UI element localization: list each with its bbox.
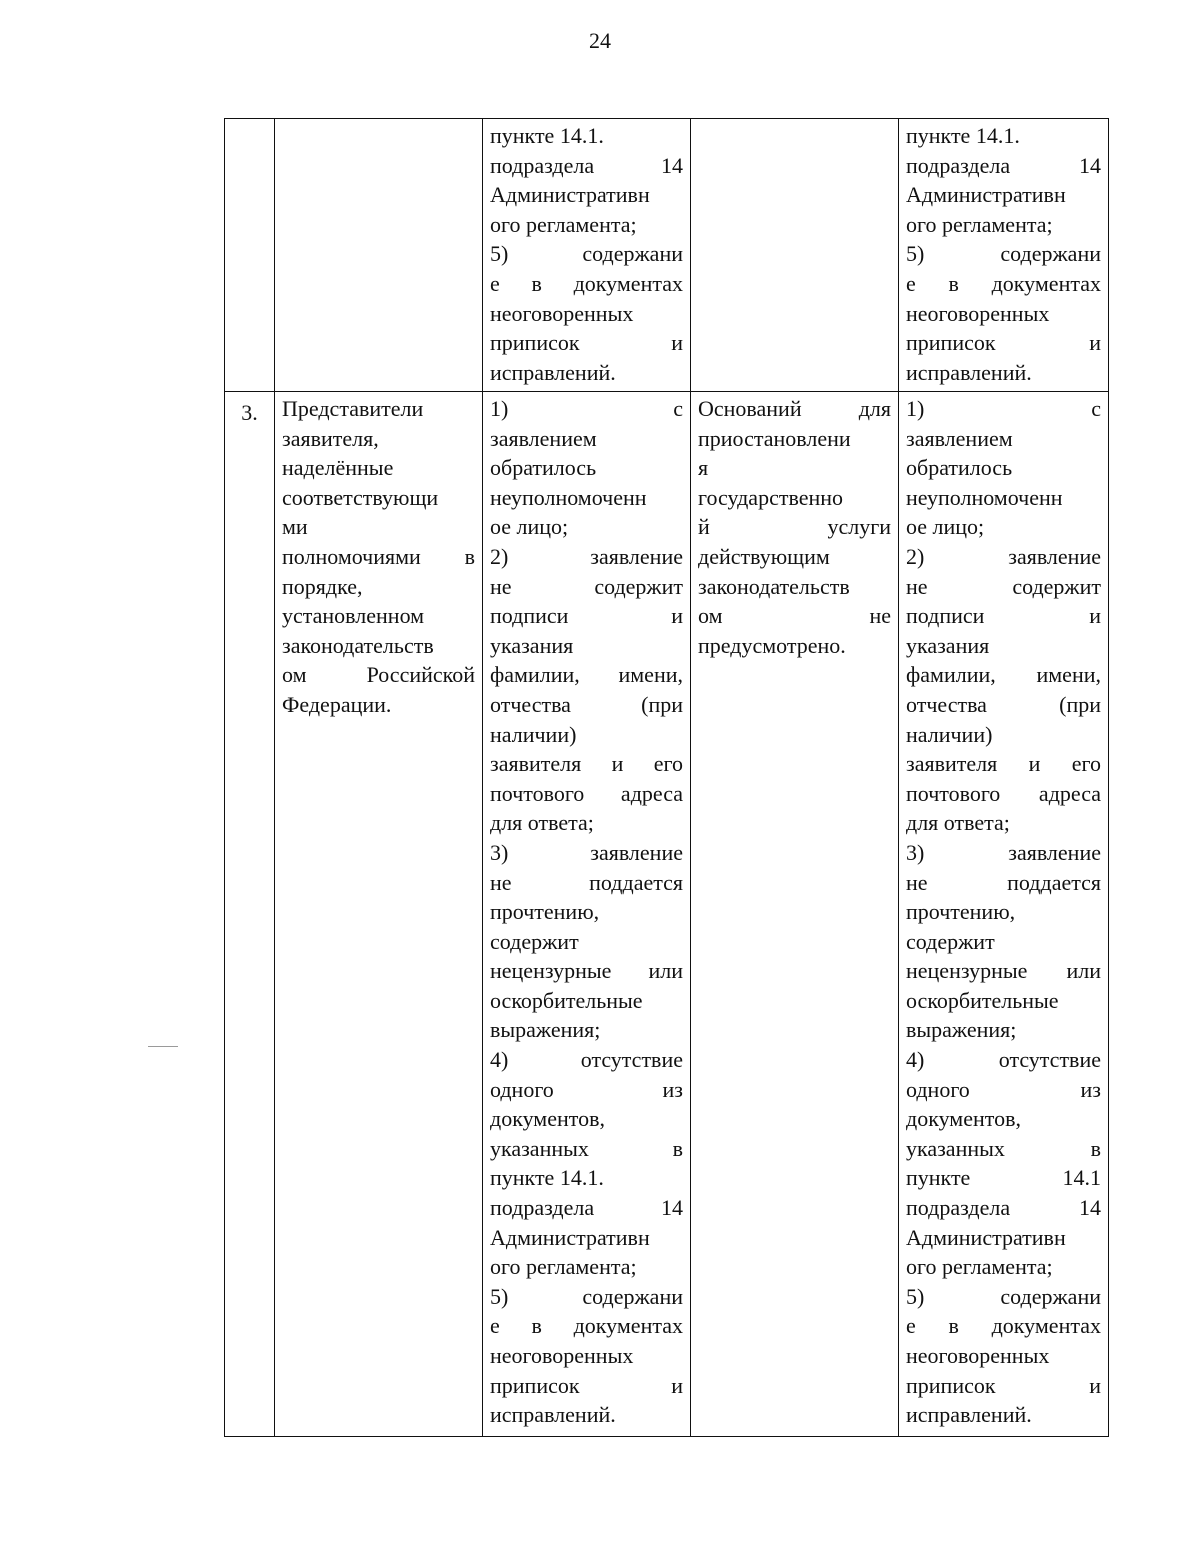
cell-text-line: пункте 14.1. — [490, 123, 604, 148]
cell-text-line: ом не — [698, 603, 891, 629]
cell-text-line: указания — [906, 632, 990, 658]
applicant-cell — [275, 392, 483, 1437]
cell-text-line: неоговоренных — [490, 1343, 634, 1368]
cell-text-line: для ответа; — [490, 810, 594, 836]
cell-text-line: порядке, — [282, 573, 363, 599]
cell-text-line: полномочиями в — [282, 543, 475, 569]
cell-text-line: почтового адреса — [906, 780, 1101, 806]
cell-text-line: е в документах — [490, 1313, 683, 1339]
cell-text-line: подписи и — [490, 603, 683, 629]
cell-text-line: 1) с — [906, 396, 1101, 421]
cell-text-line: приписок и — [490, 1372, 683, 1398]
table-row — [225, 119, 1109, 392]
cell-text-line: 5) содержани — [490, 1283, 683, 1309]
cell-text-line: неоговоренных — [906, 300, 1050, 326]
page-number: 24 — [589, 28, 611, 53]
refusal-reasons-cell — [483, 119, 691, 392]
denial-reasons-cell — [899, 392, 1109, 1437]
cell-text-line: содержит — [906, 928, 995, 954]
cell-text-line: неуполномоченн — [490, 484, 647, 510]
cell-text-line: нецензурные или — [906, 958, 1101, 984]
cell-text-line: наделённые — [282, 455, 394, 481]
scan-artifact-line — [148, 1046, 178, 1047]
cell-text-line: ого регламента; — [490, 1254, 637, 1280]
cell-text-line: наличии) — [906, 721, 993, 747]
cell-text-line: ое лицо; — [906, 514, 985, 540]
cell-text-line: действующим — [698, 543, 830, 569]
cell-text-line: обратилось — [490, 455, 597, 481]
cell-text-line: пункте 14.1. — [490, 1165, 604, 1191]
cell-text-line: 5) содержани — [906, 241, 1101, 267]
cell-text-line: государственно — [698, 484, 844, 510]
cell-text-line: 5) содержани — [490, 241, 683, 267]
cell-text-line: ое лицо; — [490, 514, 569, 540]
cell-text-line: исправлений. — [490, 1402, 616, 1428]
cell-text-line: для ответа; — [906, 810, 1010, 836]
cell-text-line: я — [698, 455, 709, 481]
cell-text-line: заявителя, — [282, 425, 379, 451]
suspension-cell — [691, 119, 899, 392]
cell-text-line: подраздела 14 — [490, 152, 683, 178]
cell-text-line: не поддается — [490, 869, 683, 895]
cell-text-line: 2) заявление — [490, 543, 683, 569]
cell-text-line: не поддается — [906, 869, 1101, 895]
cell-text-line: не содержит — [906, 573, 1101, 599]
suspension-cell — [691, 392, 899, 1437]
cell-text-line: ого регламента; — [906, 211, 1053, 237]
cell-text-line: не содержит — [490, 573, 683, 599]
cell-text-line: прочтению, — [490, 899, 600, 925]
cell-text-line: пункте 14.1 — [906, 1165, 1101, 1191]
cell-text-line: подписи и — [906, 603, 1101, 629]
cell-text-line: указанных в — [490, 1135, 683, 1161]
cell-text-line: Представители — [282, 396, 424, 421]
cell-text-line: е в документах — [906, 270, 1101, 296]
cell-text-line: 3) заявление — [906, 839, 1101, 865]
cell-text-line: Административн — [490, 182, 650, 208]
cell-text-line: заявлением — [490, 425, 597, 451]
cell-text-line: законодательств — [282, 632, 434, 658]
cell-text-line: 2) заявление — [906, 543, 1101, 569]
cell-text-line: неуполномоченн — [906, 484, 1063, 510]
cell-text-line: неоговоренных — [906, 1343, 1050, 1368]
cell-text-line: заявлением — [906, 425, 1013, 451]
cell-text-line: Административн — [906, 182, 1066, 208]
cell-text-line: исправлений. — [906, 359, 1032, 385]
cell-text-line: наличии) — [490, 721, 577, 747]
cell-text-line: фамилии, имени, — [490, 662, 683, 688]
cell-text-line: обратилось — [906, 455, 1013, 481]
cell-text-line: подраздела 14 — [906, 1195, 1101, 1221]
cell-text-line: неоговоренных — [490, 300, 634, 326]
cell-text-line: приписок и — [906, 1372, 1101, 1398]
table-row — [225, 392, 1109, 1437]
cell-text-line: ого регламента; — [906, 1254, 1053, 1280]
cell-text-line: отчества (при — [490, 691, 683, 717]
cell-text-line: Федерации. — [282, 691, 392, 717]
cell-text-line: установленном — [282, 603, 425, 629]
cell-text-line: документов, — [906, 1106, 1021, 1132]
denial-reasons-cell — [899, 119, 1109, 392]
cell-text-line: выражения; — [906, 1017, 1017, 1043]
cell-text-line: ом Российской — [282, 662, 475, 688]
cell-text-line: Административн — [490, 1224, 650, 1250]
cell-text-line: предусмотрено. — [698, 632, 846, 658]
cell-text-line: выражения; — [490, 1017, 601, 1043]
cell-text-line: приписок и — [906, 330, 1101, 356]
services-table — [224, 118, 1109, 1437]
row-number-cell: 3. — [225, 392, 275, 1437]
applicant-cell — [275, 119, 483, 392]
cell-text-line: заявителя и его — [490, 751, 683, 777]
cell-text-line: подраздела 14 — [906, 152, 1101, 178]
cell-text-line: исправлений. — [490, 359, 616, 385]
row-number-cell — [225, 119, 275, 392]
cell-text-line: законодательств — [698, 573, 850, 599]
cell-text-line: содержит — [490, 928, 579, 954]
cell-text-line: 5) содержани — [906, 1283, 1101, 1309]
cell-text-line: прочтению, — [906, 899, 1016, 925]
cell-text-line: фамилии, имени, — [906, 662, 1101, 688]
cell-text-line: указанных в — [906, 1135, 1101, 1161]
refusal-reasons-cell — [483, 392, 691, 1437]
cell-text-line: 4) отсутствие — [490, 1047, 683, 1073]
cell-text-line: пункте 14.1. — [906, 123, 1020, 148]
cell-text-line: нецензурные или — [490, 958, 683, 984]
cell-text-line: отчества (при — [906, 691, 1101, 717]
cell-text-line: 4) отсутствие — [906, 1047, 1101, 1073]
cell-text-line: одного из — [906, 1076, 1101, 1102]
cell-text-line: Оснований для — [698, 396, 891, 421]
cell-text-line: заявителя и его — [906, 751, 1101, 777]
cell-text-line: ми — [282, 514, 308, 540]
cell-text-line: 3) заявление — [490, 839, 683, 865]
cell-text-line: Административн — [906, 1224, 1066, 1250]
cell-text-line: 1) с — [490, 396, 683, 421]
cell-text-line: почтового адреса — [490, 780, 683, 806]
cell-text-line: подраздела 14 — [490, 1195, 683, 1221]
cell-text-line: е в документах — [906, 1313, 1101, 1339]
cell-text-line: документов, — [490, 1106, 605, 1132]
cell-text-line: одного из — [490, 1076, 683, 1102]
cell-text-line: оскорбительные — [490, 987, 643, 1013]
cell-text-line: соответствующи — [282, 484, 439, 510]
cell-text-line: ого регламента; — [490, 211, 637, 237]
cell-text-line: оскорбительные — [906, 987, 1059, 1013]
cell-text-line: приписок и — [490, 330, 683, 356]
cell-text-line: приостановлени — [698, 425, 851, 451]
cell-text-line: исправлений. — [906, 1402, 1032, 1428]
cell-text-line: е в документах — [490, 270, 683, 296]
cell-text-line: указания — [490, 632, 574, 658]
cell-text-line: й услуги — [698, 514, 891, 540]
